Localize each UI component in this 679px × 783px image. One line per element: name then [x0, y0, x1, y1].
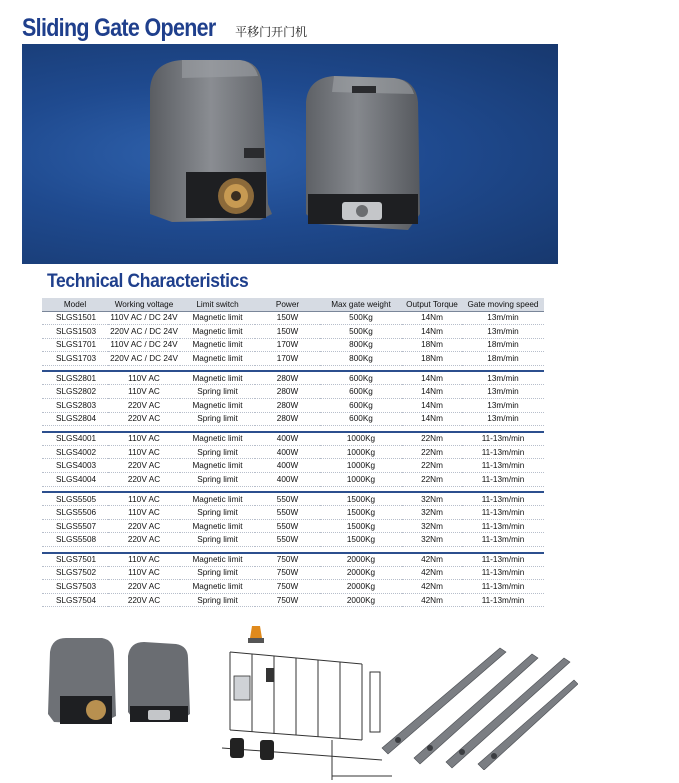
cell-torque: 14Nm: [402, 325, 462, 339]
cell-limit-switch: Magnetic limit: [180, 338, 255, 352]
cell-limit-switch: Magnetic limit: [180, 459, 255, 473]
cell-power: 550W: [255, 519, 320, 533]
cell-speed: 18m/min: [462, 338, 544, 352]
cell-max-weight: 800Kg: [320, 352, 402, 366]
cell-torque: 14Nm: [402, 311, 462, 325]
cell-model: SLGS4001: [42, 432, 108, 446]
table-row: [42, 371, 544, 385]
cell-speed: 11-13m/min: [462, 580, 544, 594]
col-header-max-weight: Max gate weight: [320, 298, 402, 311]
gear-racks-illustration: [378, 640, 578, 770]
cell-voltage: 220V AC: [108, 593, 180, 607]
cell-limit-switch: Spring limit: [180, 385, 255, 399]
cell-limit-switch: Spring limit: [180, 593, 255, 607]
cell-model: SLGS1701: [42, 338, 108, 352]
cell-speed: 11-13m/min: [462, 459, 544, 473]
cell-limit-switch: Magnetic limit: [180, 325, 255, 339]
table-header-row: [42, 298, 544, 311]
cell-power: 550W: [255, 506, 320, 520]
cell-voltage: 110V AC: [108, 492, 180, 506]
installation-diagram-illustration: [212, 620, 392, 780]
cell-model: SLGS7501: [42, 553, 108, 567]
cell-power: 750W: [255, 553, 320, 567]
cell-voltage: 110V AC / DC 24V: [108, 311, 180, 325]
table-row: [42, 432, 544, 446]
cell-voltage: 110V AC: [108, 553, 180, 567]
cell-torque: 14Nm: [402, 371, 462, 385]
cell-voltage: 110V AC: [108, 566, 180, 580]
remote-control-icon-2: [260, 740, 274, 760]
cell-limit-switch: Magnetic limit: [180, 352, 255, 366]
cell-torque: 22Nm: [402, 445, 462, 459]
cell-max-weight: 1500Kg: [320, 506, 402, 520]
table-row: [42, 311, 544, 325]
cell-model: SLGS1703: [42, 352, 108, 366]
cell-power: 550W: [255, 492, 320, 506]
cell-power: 400W: [255, 459, 320, 473]
cell-voltage: 220V AC: [108, 519, 180, 533]
cell-model: SLGS4004: [42, 473, 108, 487]
cell-max-weight: 1000Kg: [320, 473, 402, 487]
cell-power: 750W: [255, 580, 320, 594]
cell-model: SLGS1501: [42, 311, 108, 325]
cell-model: SLGS2803: [42, 399, 108, 413]
cell-speed: 11-13m/min: [462, 553, 544, 567]
page-subtitle-cn: 平移门开门机: [235, 25, 308, 39]
motor-front-view: [150, 60, 272, 222]
cell-speed: 11-13m/min: [462, 432, 544, 446]
cell-max-weight: 500Kg: [320, 325, 402, 339]
cell-voltage: 220V AC: [108, 459, 180, 473]
cell-speed: 13m/min: [462, 311, 544, 325]
table-row: [42, 352, 544, 366]
cell-model: SLGS5508: [42, 533, 108, 547]
cell-max-weight: 1500Kg: [320, 519, 402, 533]
cell-model: SLGS5506: [42, 506, 108, 520]
cell-power: 170W: [255, 338, 320, 352]
section-title: Technical Characteristics: [47, 271, 249, 292]
cell-speed: 11-13m/min: [462, 593, 544, 607]
cell-max-weight: 1000Kg: [320, 445, 402, 459]
col-header-torque: Output Torque: [402, 298, 462, 311]
cell-speed: 11-13m/min: [462, 519, 544, 533]
cell-voltage: 110V AC: [108, 371, 180, 385]
remote-control-icon: [230, 738, 244, 758]
cell-power: 150W: [255, 311, 320, 325]
bottom-gear-racks-image: [378, 640, 578, 770]
cell-speed: 18m/min: [462, 352, 544, 366]
col-header-power: Power: [255, 298, 320, 311]
cell-voltage: 110V AC: [108, 506, 180, 520]
cell-model: SLGS7503: [42, 580, 108, 594]
gate-opener-motors-illustration: [22, 44, 558, 264]
cell-speed: 13m/min: [462, 325, 544, 339]
col-header-model: Model: [42, 298, 108, 311]
cell-power: 400W: [255, 445, 320, 459]
cell-limit-switch: Magnetic limit: [180, 492, 255, 506]
table-row: [42, 459, 544, 473]
cell-speed: 11-13m/min: [462, 445, 544, 459]
table-row: [42, 445, 544, 459]
cell-limit-switch: Spring limit: [180, 445, 255, 459]
spec-table: [42, 298, 544, 607]
spec-table-body: [42, 311, 544, 607]
cell-voltage: 110V AC / DC 24V: [108, 338, 180, 352]
cell-torque: 42Nm: [402, 553, 462, 567]
cell-limit-switch: Magnetic limit: [180, 553, 255, 567]
table-row: [42, 473, 544, 487]
cell-limit-switch: Magnetic limit: [180, 311, 255, 325]
cell-speed: 13m/min: [462, 385, 544, 399]
cell-max-weight: 800Kg: [320, 338, 402, 352]
cell-max-weight: 1500Kg: [320, 492, 402, 506]
cell-model: SLGS5507: [42, 519, 108, 533]
cell-power: 280W: [255, 371, 320, 385]
page-header: [22, 14, 307, 44]
cell-model: SLGS1503: [42, 325, 108, 339]
cell-torque: 18Nm: [402, 338, 462, 352]
cell-max-weight: 2000Kg: [320, 553, 402, 567]
cell-torque: 42Nm: [402, 566, 462, 580]
cell-limit-switch: Magnetic limit: [180, 371, 255, 385]
table-row: [42, 533, 544, 547]
cell-torque: 14Nm: [402, 385, 462, 399]
cell-max-weight: 2000Kg: [320, 566, 402, 580]
cell-max-weight: 1000Kg: [320, 432, 402, 446]
cell-voltage: 220V AC: [108, 533, 180, 547]
warning-lamp-icon: [250, 626, 262, 638]
cell-voltage: 220V AC: [108, 412, 180, 426]
cell-limit-switch: Spring limit: [180, 412, 255, 426]
cell-torque: 14Nm: [402, 412, 462, 426]
cell-speed: 11-13m/min: [462, 566, 544, 580]
cell-max-weight: 600Kg: [320, 385, 402, 399]
cell-model: SLGS4003: [42, 459, 108, 473]
hero-product-image: [22, 44, 558, 264]
cell-model: SLGS2801: [42, 371, 108, 385]
cell-max-weight: 2000Kg: [320, 580, 402, 594]
cell-speed: 11-13m/min: [462, 492, 544, 506]
cell-power: 280W: [255, 399, 320, 413]
motor-rear-view: [306, 76, 420, 230]
cell-max-weight: 600Kg: [320, 399, 402, 413]
cell-model: SLGS5505: [42, 492, 108, 506]
cell-torque: 32Nm: [402, 506, 462, 520]
cell-speed: 13m/min: [462, 412, 544, 426]
cell-power: 280W: [255, 385, 320, 399]
cell-speed: 11-13m/min: [462, 533, 544, 547]
cell-torque: 18Nm: [402, 352, 462, 366]
table-row: [42, 412, 544, 426]
cell-power: 280W: [255, 412, 320, 426]
cell-limit-switch: Magnetic limit: [180, 399, 255, 413]
page-title: Sliding Gate Opener: [22, 14, 216, 42]
cell-power: 550W: [255, 533, 320, 547]
cell-limit-switch: Spring limit: [180, 506, 255, 520]
cell-speed: 13m/min: [462, 371, 544, 385]
cell-torque: 32Nm: [402, 519, 462, 533]
bottom-motors-image: [40, 630, 200, 730]
cell-power: 400W: [255, 473, 320, 487]
cell-limit-switch: Spring limit: [180, 473, 255, 487]
table-row: [42, 566, 544, 580]
table-row: [42, 338, 544, 352]
cell-torque: 42Nm: [402, 580, 462, 594]
cell-limit-switch: Magnetic limit: [180, 432, 255, 446]
cell-torque: 42Nm: [402, 593, 462, 607]
cell-speed: 11-13m/min: [462, 473, 544, 487]
cell-power: 750W: [255, 566, 320, 580]
cell-max-weight: 1500Kg: [320, 533, 402, 547]
cell-power: 150W: [255, 325, 320, 339]
table-row: [42, 506, 544, 520]
cell-limit-switch: Spring limit: [180, 533, 255, 547]
cell-power: 400W: [255, 432, 320, 446]
cell-voltage: 220V AC / DC 24V: [108, 325, 180, 339]
cell-model: SLGS4002: [42, 445, 108, 459]
cell-voltage: 110V AC: [108, 432, 180, 446]
cell-max-weight: 600Kg: [320, 371, 402, 385]
cell-max-weight: 600Kg: [320, 412, 402, 426]
cell-torque: 32Nm: [402, 492, 462, 506]
cell-speed: 13m/min: [462, 399, 544, 413]
cell-voltage: 220V AC / DC 24V: [108, 352, 180, 366]
cell-torque: 22Nm: [402, 473, 462, 487]
cell-voltage: 220V AC: [108, 399, 180, 413]
cell-model: SLGS2802: [42, 385, 108, 399]
cell-model: SLGS7504: [42, 593, 108, 607]
table-row: [42, 385, 544, 399]
cell-model: SLGS7502: [42, 566, 108, 580]
cell-limit-switch: Spring limit: [180, 566, 255, 580]
bottom-installation-diagram: [212, 620, 392, 780]
cell-model: SLGS2804: [42, 412, 108, 426]
cell-voltage: 220V AC: [108, 580, 180, 594]
small-motors-illustration: [40, 630, 200, 730]
table-row: [42, 593, 544, 607]
cell-torque: 22Nm: [402, 459, 462, 473]
cell-power: 170W: [255, 352, 320, 366]
cell-voltage: 110V AC: [108, 385, 180, 399]
cell-voltage: 220V AC: [108, 473, 180, 487]
table-row: [42, 519, 544, 533]
cell-limit-switch: Magnetic limit: [180, 580, 255, 594]
col-header-voltage: Working voltage: [108, 298, 180, 311]
table-row: [42, 492, 544, 506]
cell-torque: 22Nm: [402, 432, 462, 446]
col-header-speed: Gate moving speed: [462, 298, 544, 311]
table-row: [42, 553, 544, 567]
col-header-limit-switch: Limit switch: [180, 298, 255, 311]
cell-power: 750W: [255, 593, 320, 607]
cell-voltage: 110V AC: [108, 445, 180, 459]
cell-max-weight: 1000Kg: [320, 459, 402, 473]
cell-limit-switch: Magnetic limit: [180, 519, 255, 533]
table-row: [42, 325, 544, 339]
table-row: [42, 580, 544, 594]
cell-max-weight: 2000Kg: [320, 593, 402, 607]
cell-speed: 11-13m/min: [462, 506, 544, 520]
cell-torque: 14Nm: [402, 399, 462, 413]
table-row: [42, 399, 544, 413]
cell-max-weight: 500Kg: [320, 311, 402, 325]
cell-torque: 32Nm: [402, 533, 462, 547]
